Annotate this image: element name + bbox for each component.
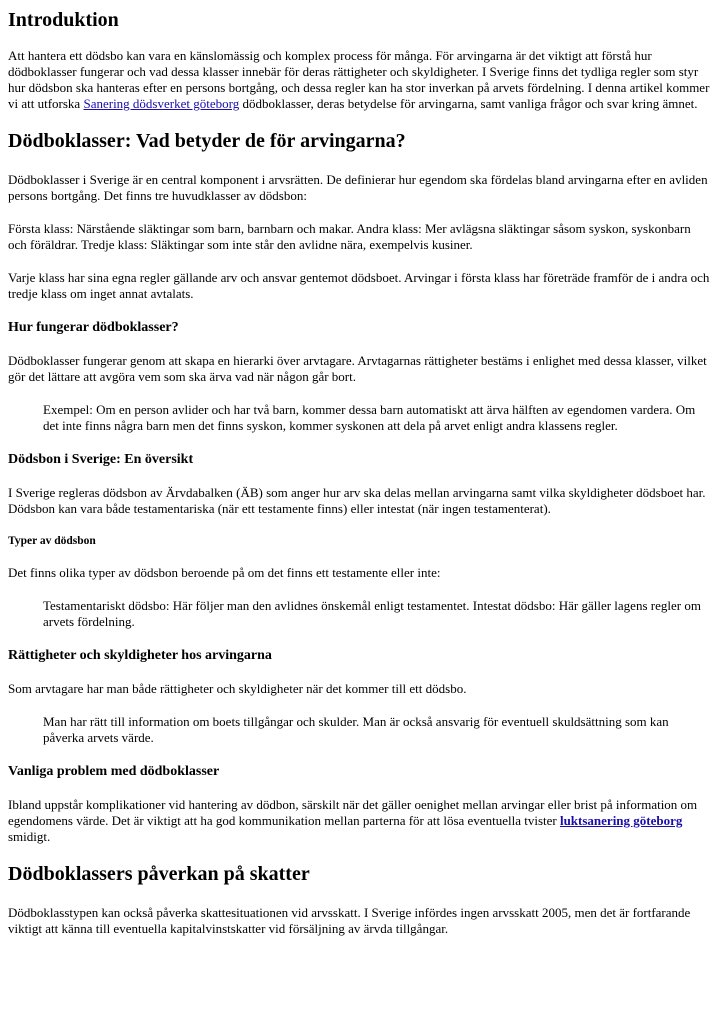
heading-introduktion: Introduktion: [8, 9, 119, 31]
paragraph-hierarki: Dödboklasser fungerar genom att skapa en hierarki över arvtagare. Arvtagarnas rättigheter bestäms i enlighet med dessa klasser, vilket gör det lättare att avgöra vem som ska ärva vad när någon går bort.: [8, 353, 707, 384]
paragraph-arvsskatt: Dödboklasstypen kan också påverka skattesituationen vid arvsskatt. I Sverige infördes ingen arvsskatt 2005, men det är fortfarande viktigt att känna till eventuella kapitalvinstskatter vid försäljning av ärvda tillgångar.: [8, 905, 691, 936]
intro-text-after: dödboklasser, deras betydelse för arvingarna, samt vanliga frågor och svar kring ämnet.: [239, 96, 698, 111]
paragraph-regler: Varje klass har sina egna regler gällande arv och ansvar gentemot dödsboet. Arvingar i första klass har företräde framför de i andra och tredje klass om inget annat avtalats.: [8, 270, 710, 301]
intro-paragraph: [8, 48, 712, 112]
heading-typer-av-dodsbon: Typer av dödsbon: [8, 535, 96, 547]
quote-exempel: Exempel: Om en person avlider och har två barn, kommer dessa barn automatiskt att ärva hälften av egendomen vardera. Om det inte finns några barn men det finns syskon, kommer syskonen att dela på arvet enligt andra klassens regler.: [43, 402, 696, 433]
problem-text-before: Ibland uppstår komplikationer vid hantering av dödbon, särskilt när det gäller oenighet mellan arvingar eller brist på information om egendomens värde. Det är viktigt att ha god kommunikation mellan parterna för att lösa eventuella tvister: [8, 797, 698, 828]
paragraph-arvtagare: Som arvtagare har man både rättigheter och skyldigheter när det kommer till ett dödsbo.: [8, 681, 467, 696]
heading-rattigheter: Rättigheter och skyldigheter hos arvingarna: [8, 648, 272, 663]
link-sanering-dodsverket[interactable]: Sanering dödsverket göteborg: [83, 96, 240, 111]
heading-vanliga-problem: Vanliga problem med dödboklasser: [8, 764, 220, 779]
heading-skatter: Dödboklassers påverkan på skatter: [8, 863, 310, 885]
intro-text-before: Att hantera ett dödsbo kan vara en känslomässig och komplex process för många. För arvingarna är det viktigt att förstå hur dödboklasser fungerar och vad dessa klasser innebär för deras rättigheter och skyldigheter. I Sverige finns det tydliga regler som styr hur dödsbon ska hanteras efter en persons bortgång, och dessa regler kan ha stor inverkan på arvets fördelning. I denna artikel kommer vi att utforska: [8, 48, 710, 111]
paragraph-klasser: Första klass: Närstående släktingar som barn, barnbarn och makar. Andra klass: Mer avlägsna släktingar såsom syskon, syskonbarn och föräldrar. Tredje klass: Släktingar som inte står den avlidne nära, exempelvis kusiner.: [8, 221, 691, 252]
link-luktsanering[interactable]: luktsanering göteborg: [559, 813, 683, 828]
quote-information: Man har rätt till information om boets tillgångar och skulder. Man är också ansvarig för eventuell skuldsättning som kan påverka arvets värde.: [43, 714, 669, 745]
paragraph-komplikationer: [8, 797, 712, 845]
quote-testamentariskt: Testamentariskt dödsbo: Här följer man den avlidnes önskemål enligt testamentet. Intestat dödsbo: Här gäller lagens regler om arvets fördelning.: [43, 598, 701, 629]
heading-hur-fungerar: Hur fungerar dödboklasser?: [8, 320, 179, 335]
article: [0, 8, 720, 937]
heading-dodboklasser: Dödboklasser: Vad betyder de för arvingarna?: [8, 130, 406, 152]
paragraph-dodboklasser-intro: Dödboklasser i Sverige är en central komponent i arvsrätten. De definierar hur egendom ska fördelas bland arvingarna efter en avliden persons bortgång. Det finns tre huvudklasser av dödsbon:: [8, 172, 708, 203]
paragraph-typer: Det finns olika typer av dödsbon beroende på om det finns ett testamente eller inte:: [8, 565, 441, 580]
problem-text-after: smidigt.: [8, 829, 51, 844]
heading-dodsbon-oversikt: Dödsbon i Sverige: En översikt: [8, 452, 194, 467]
paragraph-arvdabalken: I Sverige regleras dödsbon av Ärvdabalken (ÄB) som anger hur arv ska delas mellan arvingarna samt vilka skyldigheter dödsboet har. Dödsbon kan vara både testamentariska (när ett testamente finns) eller intestat (när ingen testamenterat).: [8, 485, 706, 516]
